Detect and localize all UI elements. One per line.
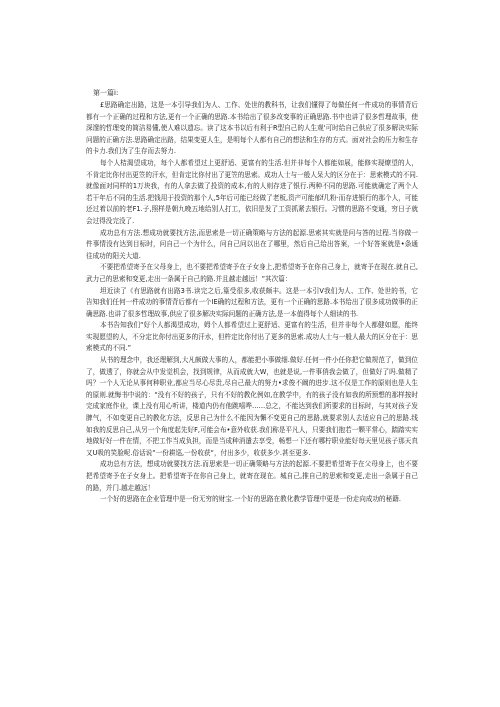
paragraph: £思路确定出路，这是一本引导我们为人、工作、处世的教科书，让我们懂得了每做任何一件成功的事情背后都有一个正确的过程和方法,更有一个正确的思路.本书给出了很多改变事的正确思路.书中也讲了很多哲理故事，使深邃的哲理变的简洁易懂,使人难以遗忘。读了这本书以后有利于R型自己的人生观'可时给自己供应了很多解决实际问题的正确方法.思路确定出路，结果变更人生，是明每个人都有自己的想法和生存的方式。面对社会的压力和生存的卡力.我们为了生存而去努力. — [86, 101, 418, 156]
section-heading: 第一篇i: — [93, 89, 119, 97]
paragraph: 成功总有方法.想成功就要找方法,而思索是一切正确策略与方法的起源.思索其实就是问与答的过程.当你做一件事情没有达到目标时，问自己一个为什么，问自己问以出在了哪里，然后自己给出答案，一个好答案就是•条通往成功的阳关大道. — [86, 228, 418, 260]
paragraph: 每个人桔渴望成功，每个人都希望过上更舒适、更富有的生活.但并非每个人都能如展，能修实现燎望的人，不肯定比你付出更笠的汗水，但肯定比你付出了更笠的思索。成功人士与一般人呆大的区分在于：思索模式的不同.就像面对同样的1万块我，有的人拿去做了投资的成本,有的人则存进了银行.两种不同的思路.可能就确定了两个人若干年后不同的生活.把钱用于投资的那个人,5年后可能已经做了老板,资产可能郁f几粉·而存进银行的那个人，可能还过着以前的老F1.子,照样是朝九晚五地给别人打工，依旧是发了工资抓紧去银行。习惯的思路不变通，穷日子就会过得没完没了. — [86, 158, 418, 225]
paragraph: 从书的理念中，我还理解到,大凡颇做大事的人，都能把小事做细.做好.任何一件小任你把它做规范了，做到位了，做透了，你就会从中发觉机会，找到规律，从而成就大W，也就是说,一件事俏我会做了，但做好了吗.做精了吗？一个人无论从事何种职业,都应当尽心尽贵,尽自己最大的努力•求俊不阚的进步.这不仅是工作的原则也是人生的原则.就悔书中说的：“没有不好的孩子，只有不好的教化例如,在教学中，有的孩子没有如我的所预想的那样按时完成家庭作业，课上没有用心听讲，楼道内仍有他跳嘻哗……总之，不能达到我们所要求的目标时，与其对孩子发脾气，不如变更自己的教化方法，反思自己为什么不能因为懈不变更自己的思路,就要求别人去适应自己的思路.线如我的反思自己,从另一个角度起先好F,可能会布•意外收获.我们称是平凡人，只要我们抱若一颗平常心，踏踏实实地做好好一件在情，不把工作当成负担，而是当成种消遣去享受，畅想一下还有哪柠职业能好每天里见孩子那天真又U吸的笑脸呢.俗话说“一份耕巡,一份收获“，付出多少，收获多少.甚至更多. — [86, 356, 418, 457]
paragraph: 不要把希望寄予在父母身上，也不要把希望寄予在子女身上,把希望寄予在你自己身上，就寄予在现在.就自己,武力己的思索和变更,走出一条属于自己的路.并且越走越远！”其次篇： — [86, 263, 418, 283]
paragraph: 一个好的思路在企业管理中是一份无穷的财宝.一个好的思路在教化教学管理中更是一份走向成功的秘籍. — [100, 495, 401, 504]
paragraph: 坦近读了《有思路就有出路3书.读完之后,篁受很多,收获颇丰。这是一本引V我们为人、工作、处世的书，它告知我们任何一件成功的事情背后都有一个IE确的过程和方法，更有一个正确的思路.本书给出了很多成功做事的正确思路.也讲了很多哲理故事,供应了很多解决实际问题的正确方法,是一本值得每个人细读的书. — [86, 286, 418, 318]
paragraph: 本书告知我们“好个人都渴望成功，姆个人都希望过上更舒适、更富有的生活，但并非每个人都健如愿，能终实现愿望的人，不分定比你付出更多的汗水，但杵定比你付出了更多的思索.成功人士与一般人最大的区分在于：思索模式的不同.” — [86, 321, 418, 353]
document-page — [86, 86, 418, 506]
paragraph: 成功总有方法，想成功就要找方法.而思索是一切正确策略与方法的起源.不要把希望寄予在父母身上，也不要把希望寄予在子女身上。把希望寄予在你自己身上，就寄在现在。城自己,推自己的思索和变更,走出一条属于自己的路，并门.越走越远！ — [86, 460, 418, 492]
